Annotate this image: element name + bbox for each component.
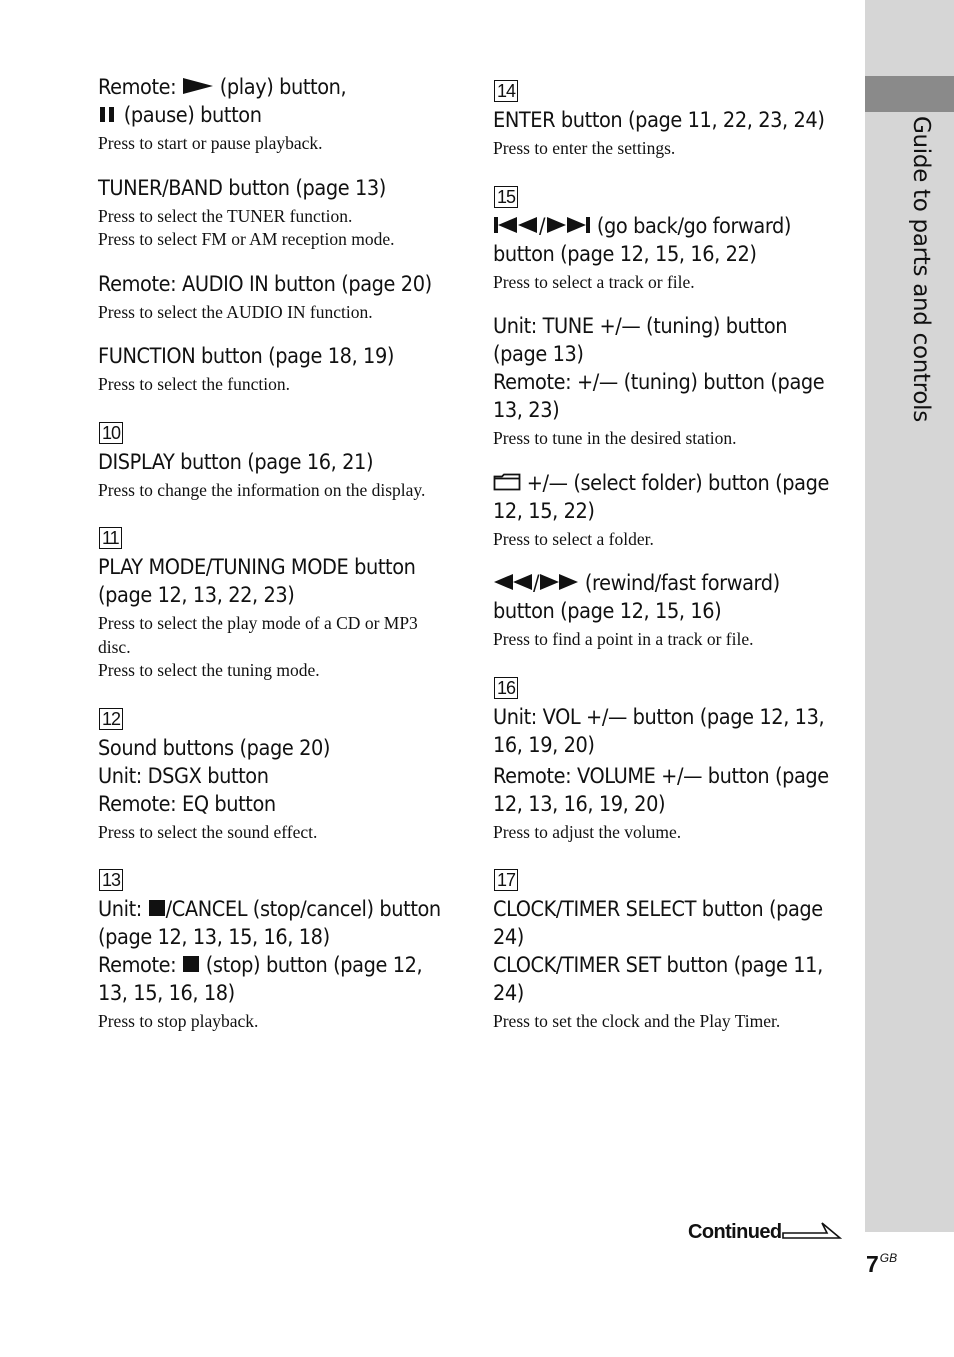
left-column: [98, 74, 443, 1053]
item-number-badge: 15: [494, 186, 518, 208]
entry-title: Remote: (play) button, (pause) button: [98, 75, 347, 128]
entry-description: Press to select a folder.: [493, 528, 654, 549]
entry-12: [98, 702, 443, 845]
entry-description: Press to start or pause playback.: [98, 133, 323, 153]
entry-description: Press to stop playback.: [98, 1011, 259, 1031]
entry-title: Unit: TUNE +/— (tuning) button (page 13) Remote: +/— (tuning) button (page 13, 23): [493, 314, 825, 423]
entry-14: [493, 74, 843, 161]
entry-15: [493, 180, 843, 295]
next-track-icon: [545, 216, 591, 234]
entry-13: [98, 863, 443, 1034]
entry-title: DISPLAY button (page 16, 21): [98, 449, 374, 475]
entry-play-pause: [98, 74, 443, 156]
entry-description: Press to select the function.: [98, 374, 290, 394]
entry-title: CLOCK/TIMER SELECT button (page 24) CLOCK/TIMER SET button (page 11, 24): [493, 897, 823, 1006]
stop-icon: [148, 899, 166, 917]
entry-tune: [493, 313, 843, 451]
item-number-badge: 16: [494, 677, 518, 699]
page-number: $7^{GB}$: [866, 1251, 898, 1277]
entry-11: [98, 521, 443, 683]
entry-title: Remote: VOLUME +/— button (page 12, 13, 16, 19, 20): [493, 763, 829, 817]
folder-icon: [493, 473, 521, 491]
entry-16: [493, 671, 843, 845]
entry-description: Press to adjust the volume.: [493, 821, 682, 842]
entry-description: Press to set the clock and the Play Timer.: [493, 1011, 781, 1031]
entry-title: Unit: VOL +/— button (page 12, 13, 16, 19, 20): [493, 704, 825, 758]
entry-tuner-band: [98, 175, 443, 252]
play-icon: [182, 77, 214, 95]
entry-17: [493, 863, 843, 1034]
item-number-badge: 13: [99, 869, 123, 891]
entry-title: Remote: AUDIO IN button (page 20): [98, 271, 432, 297]
entry-title: TUNER/BAND button (page 13): [98, 175, 386, 201]
entry-description: Press to select the play mode of a CD or MP3 disc. Press to select the tuning mode.: [98, 613, 418, 680]
entry-description: Press to select the AUDIO IN function.: [98, 301, 373, 322]
item-number-badge: 14: [494, 80, 518, 102]
entry-title: / (go back/go forward) button (page 12, 15, 16, 22): [493, 213, 792, 267]
rewind-icon: [493, 573, 533, 591]
continued-arrow-icon: [782, 1219, 842, 1243]
entry-audio-in: [98, 271, 443, 325]
right-column: [493, 74, 843, 1053]
item-number-badge: 17: [494, 869, 518, 891]
item-number-badge: 11: [99, 527, 122, 549]
entry-title: +/— (select folder) button (page 12, 15, 22): [493, 470, 829, 524]
entry-description: Press to select the sound effect.: [98, 821, 318, 842]
entry-description: Press to tune in the desired station.: [493, 428, 737, 448]
entry-description: Press to select a track or file.: [493, 271, 695, 292]
entry-title: FUNCTION button (page 18, 19): [98, 344, 395, 369]
entry-description: Press to change the information on the display.: [98, 479, 426, 500]
stop-icon: [182, 955, 200, 973]
entry-title: PLAY MODE/TUNING MODE button (page 12, 13, 22, 23): [98, 555, 416, 608]
pause-icon: [98, 106, 118, 123]
previous-track-icon: [493, 216, 539, 234]
fast-forward-icon: [539, 573, 579, 591]
entry-title: / (rewind/fast forward) button (page 12, 15, 16): [493, 571, 780, 624]
entry-description: Press to enter the settings.: [493, 138, 676, 158]
entry-title: Unit: /CANCEL (stop/cancel) button (page 12, 13, 15, 16, 18) Remote: (stop) button (page 12, 13, 15, 16, 18): [98, 897, 441, 1006]
entry-description: Press to find a point in a track or file.: [493, 629, 754, 649]
entry-rewind-fastforward: [493, 570, 843, 652]
entry-select-folder: [493, 470, 843, 552]
entry-description: Press to select the TUNER function. Press to select FM or AM reception mode.: [98, 205, 395, 249]
item-number-badge: 12: [99, 708, 123, 730]
entry-title: ENTER button (page 11, 22, 23, 24): [493, 108, 825, 133]
item-number-badge: 10: [99, 422, 123, 444]
continued-label: Continued: [688, 1221, 782, 1243]
entry-function: [98, 343, 443, 397]
entry-title: Sound buttons (page 20) Unit: DSGX button Remote: EQ button: [98, 735, 331, 817]
sidebar-section-label: Guide to parts and controls: [908, 116, 934, 422]
entry-10: [98, 416, 443, 503]
sidebar-tab-marker: [865, 76, 954, 112]
